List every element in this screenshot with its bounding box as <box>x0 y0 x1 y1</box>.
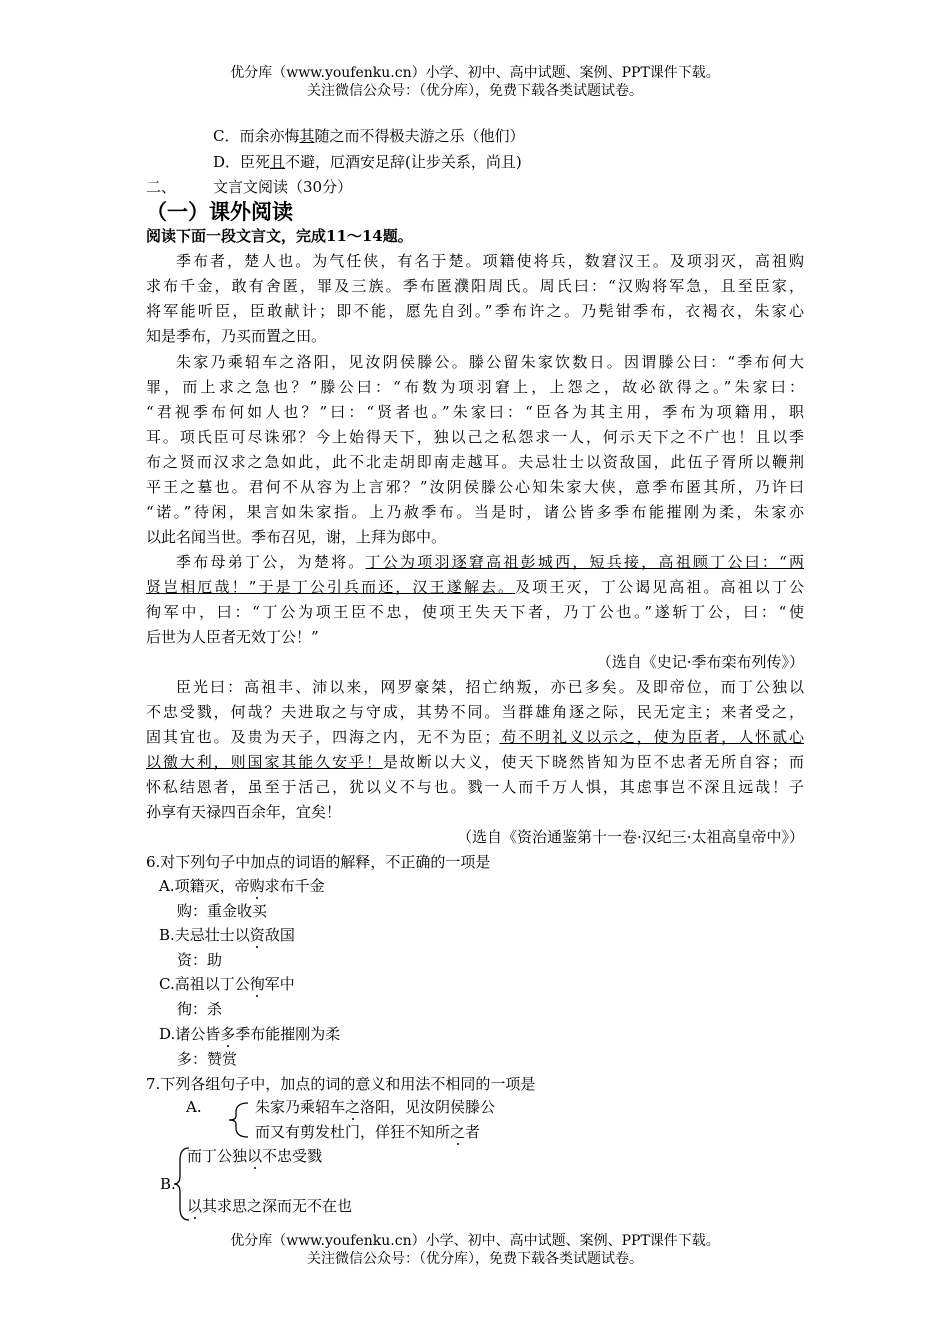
passage-p2-line6: 平王之墓也。君何不从容为上言邪？”汝阴侯滕公心知朱家大侠，意季布匿其所，乃许曰 <box>146 478 804 496</box>
passage-p3-line2: 贤岂相厄哉！”于是丁公引兵而还，汉王遂解去。及项王灭，丁公谒见高祖。高祖以丁公 <box>146 578 804 596</box>
site-footer-line2: 关注微信公众号：（优分库），免费下载各类试题试卷。 <box>307 1251 643 1267</box>
passage-p3-line3: 徇军中，曰：“丁公为项王臣不忠，使项王失天下者，乃丁公也。”遂斩丁公，曰：“使 <box>146 603 804 621</box>
q7-a-sentence1: 朱家乃乘轺车之洛阳，见汝阴侯滕公 <box>255 1098 496 1116</box>
site-header-line1: 优分库（www.youfenku.cn）小学、初中、高中试题、案例、PPT课件下载。 <box>230 65 720 81</box>
passage-p1-line1: 季布者，楚人也。为气任侠，有名于楚。项籍使将兵，数窘汉王。及项羽灭，高祖购 <box>176 252 804 270</box>
passage-p2-line4: 耳。项氏臣可尽诛邪？今上始得天下，独以己之私怨求一人，何示天下之不广也！且以季 <box>146 428 804 446</box>
passage-p4-line2: 不忠受戮，何哉？夫进取之与守成，其势不同。当群雄角逐之际，民无定主；来者受之， <box>146 703 804 721</box>
q7-a-sentence2: 而又有剪发杜门，佯狂不知所之者 <box>255 1123 481 1141</box>
source-citation-2: （选自《资治通鉴第十一卷·汉纪三·太祖高皇帝中》） <box>456 828 804 846</box>
passage-p1-line3: 将军能听臣，臣敢献计；即不能，愿先自刭。”季布许之。乃髡钳季布，衣褐衣，朱家心 <box>146 302 804 320</box>
passage-p4-line3: 固其宜也。及贵为天子，四海之内，无不为臣；苟不明礼义以示之，使为臣者，人怀贰心 <box>146 728 804 746</box>
section-number: 二、 <box>146 178 177 196</box>
q6-stem: 6.对下列句子中加点的词语的解释，不正确的一项是 <box>146 853 491 871</box>
passage-p4-line1: 臣光曰：高祖丰、沛以来，网罗豪桀，招亡纳叛，亦已多矣。及即帝位，而丁公独以 <box>176 678 804 696</box>
q7-option-b-label: B. <box>160 1175 176 1193</box>
passage-p3-line1: 季布母弟丁公，为楚将。丁公为项羽逐窘高祖彭城西，短兵接，高祖顾丁公曰：“两 <box>176 553 804 571</box>
q7-stem: 7.下列各组句子中，加点的词的意义和用法不相同的一项是 <box>146 1075 536 1093</box>
passage-p2-line7: “诺。”待闲，果言如朱家指。上乃赦季布。当是时，诸公皆多季布能摧刚为柔，朱家亦 <box>146 503 804 521</box>
q6-option-b: B.夫忌壮士以资敌国 <box>159 926 295 944</box>
site-footer-line1: 优分库（www.youfenku.cn）小学、初中、高中试题、案例、PPT课件下载。 <box>230 1233 720 1249</box>
q7-a-brace-icon <box>226 1100 252 1140</box>
q6-gloss-d: 多：赞赏 <box>177 1050 238 1068</box>
q6-gloss-c: 徇：杀 <box>177 1000 223 1018</box>
site-header-line2: 关注微信公众号：（优分库），免费下载各类试题试卷。 <box>307 83 643 99</box>
passage-p4-line6: 孙享有天禄四百余年，宜矣！ <box>146 803 342 821</box>
passage-p2-line1: 朱家乃乘轺车之洛阳，见汝阴侯滕公。滕公留朱家饮数日。因谓滕公曰：“季布何大 <box>176 353 804 371</box>
subsection-title: （一）课外阅读 <box>146 199 293 224</box>
q6-gloss-b: 资：助 <box>177 951 223 969</box>
passage-p4-line4: 以徼大利，则国家其能久安乎！是故断以大义，使天下晓然皆知为臣不忠者无所自容；而 <box>146 753 804 771</box>
passage-p2-line8: 以此名闻当世。季布召见，谢，上拜为郎中。 <box>146 528 447 546</box>
q7-b-sentence1: 而丁公独以不忠受戮 <box>187 1147 323 1165</box>
prev-option-d: D．臣死且不避，厄酒安足辞(让步关系，尚且) <box>213 153 522 171</box>
q7-option-a-label: A. <box>186 1098 202 1116</box>
passage-p2-line3: “君视季布何如人也？”曰：“贤者也。”朱家曰：“臣各为其主用，季布为项籍用，职 <box>146 403 804 421</box>
q6-option-c: C.高祖以丁公徇军中 <box>159 975 295 993</box>
passage-p3-line4: 后世为人臣者无效丁公！” <box>146 628 319 646</box>
passage-p2-line2: 罪，而上求之急也？”滕公曰：“布数为项羽窘上，上怨之，故必欲得之。”朱家曰： <box>146 378 804 396</box>
prev-option-c: C．而余亦悔其随之而不得极夫游之乐（他们） <box>213 127 525 145</box>
instruction: 阅读下面一段文言文，完成11～14题。 <box>146 227 413 245</box>
passage-p1-line4: 知是季布，乃买而置之田。 <box>146 327 327 345</box>
q7-b-sentence2: 以其求思之深而无不在也 <box>187 1197 353 1215</box>
q6-option-d: D.诸公皆多季布能摧刚为柔 <box>159 1025 341 1043</box>
source-citation-1: （选自《史记·季布栾布列传》） <box>596 653 804 671</box>
q6-gloss-a: 购：重金收买 <box>177 902 268 920</box>
q6-option-a: A.项籍灭，帝购求布千金 <box>159 877 325 895</box>
passage-p1-line2: 求布千金，敢有舍匿，罪及三族。季布匿濮阳周氏。周氏曰：“汉购将军急，且至臣家， <box>146 277 804 295</box>
section-title: 文言文阅读（30分） <box>213 178 353 196</box>
passage-p4-line5: 怀私结恩者，虽至于活己，犹以义不与也。戮一人而千万人惧，其虑事岂不深且远哉！子 <box>146 778 804 796</box>
passage-p2-line5: 布之贤而汉求之急如此，此不北走胡即南走越耳。夫忌壮士以资敌国，此伍子胥所以鞭荆 <box>146 453 804 471</box>
